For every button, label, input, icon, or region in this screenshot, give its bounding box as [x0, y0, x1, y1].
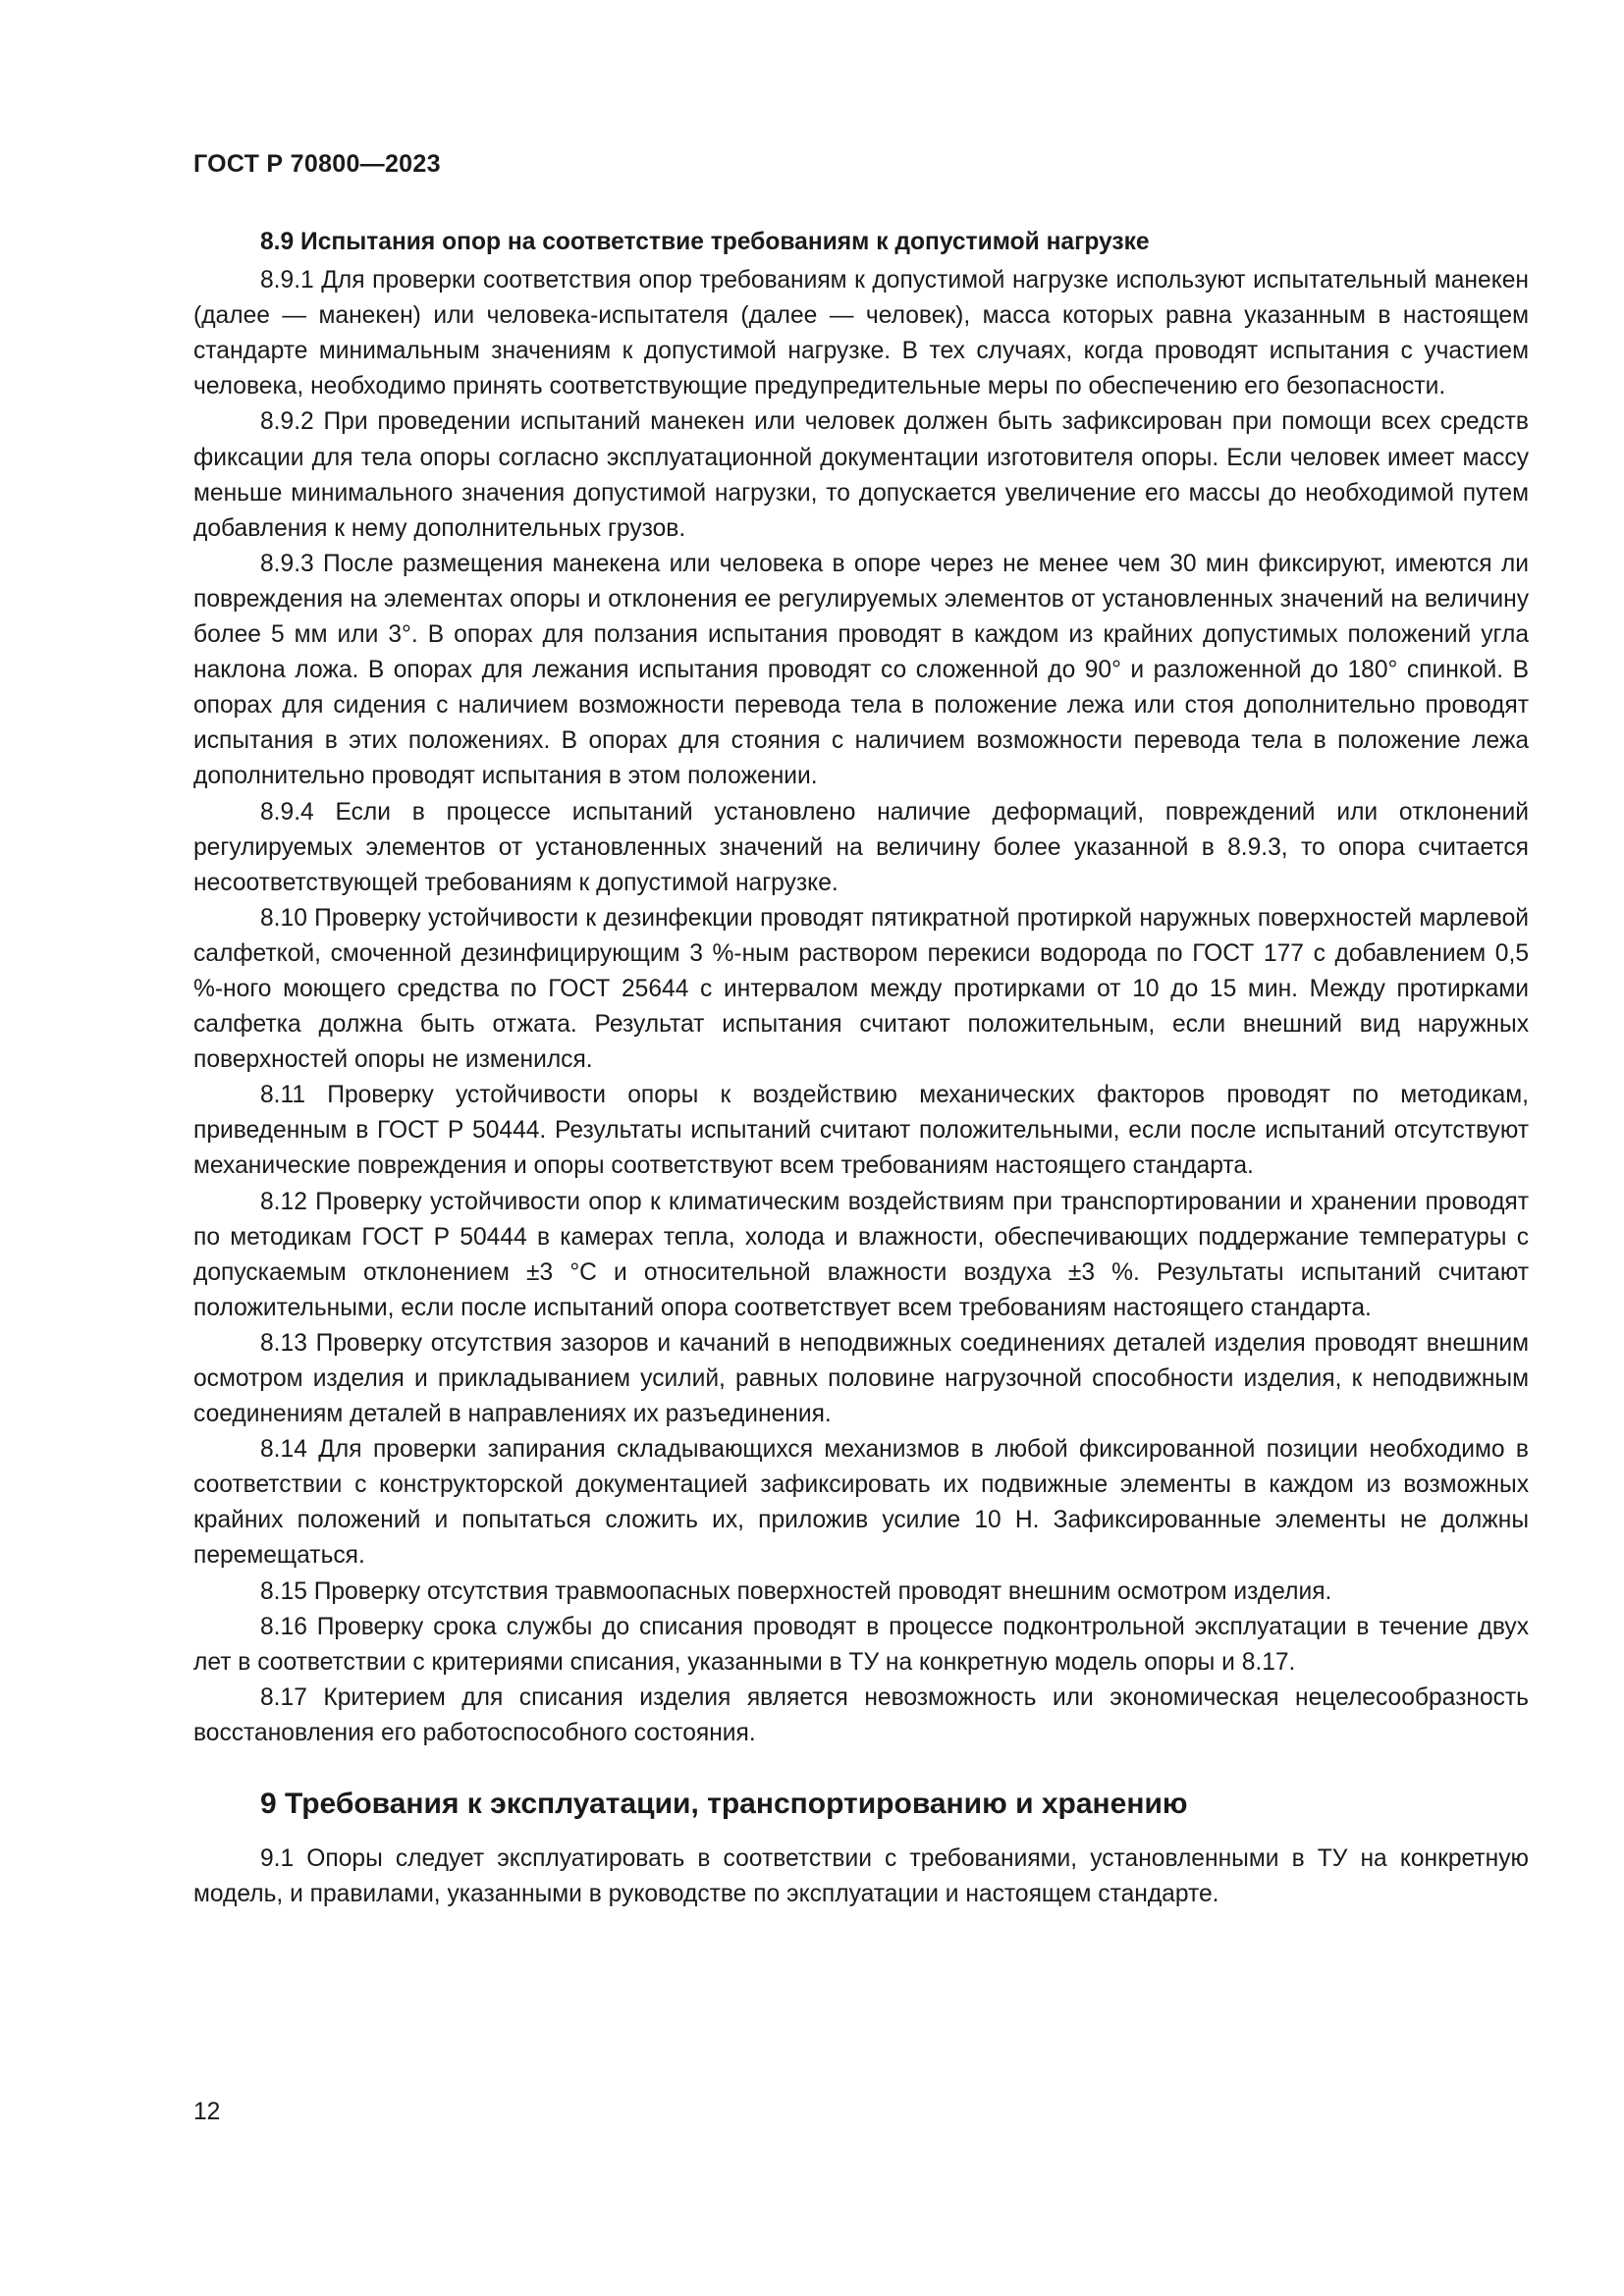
paragraph-9-1: 9.1 Опоры следует эксплуатировать в соответствии с требованиями, установленными в ТУ на конкретную модель, и правилами, указанными в руководстве по эксплуатации и настоящем стандарте. [193, 1845, 1529, 1908]
paragraph-8-16: 8.16 Проверку срока службы до списания проводят в процессе подконтрольной эксплуатации в течение двух лет в соответствии с критериями списания, указанными в ТУ на конкретную модель опоры и 8.17. [193, 1613, 1529, 1676]
document-header: ГОСТ Р 70800—2023 [193, 150, 441, 178]
paragraph-8-9-1: 8.9.1 Для проверки соответствия опор требованиям к допустимой нагрузке используют испытательный манекен (далее — манекен) или человека-испытателя (далее — человек), масса которых равна указанным в настоящем стандарте минимальным значениям к допустимой нагрузке. В тех случаях, когда проводят испытания с участием человека, необходимо принять соответствующие предупредительные меры по обеспечению его безопасности. [193, 267, 1529, 400]
paragraph-8-12: 8.12 Проверку устойчивости опор к климатическим воздействиям при транспортировании и хранении проводят по методикам ГОСТ Р 50444 в камерах тепла, холода и влажности, обеспечивающих поддержание температуры с допускаемым отклонением ±3 °С и относительной влажности воздуха ±3 %. Результаты испытаний считают положительными, если после испытаний опора соответствует всем требованиям настоящего стандарта. [193, 1188, 1529, 1321]
section-heading-9: 9 Требования к эксплуатации, транспортированию и хранению [260, 1788, 1188, 1821]
paragraph-8-9-2: 8.9.2 При проведении испытаний манекен или человек должен быть зафиксирован при помощи всех средств фиксации для тела опоры согласно эксплуатационной документации изготовителя опоры. Если человек имеет массу меньше минимального значения допустимой нагрузки, то допускается увеличение его массы до необходимой путем добавления к нему дополнительных грузов. [193, 408, 1529, 542]
paragraph-8-15: 8.15 Проверку отсутствия травмоопасных поверхностей проводят внешним осмотром изделия. [260, 1577, 1332, 1605]
section-heading-8-9: 8.9 Испытания опор на соответствие требованиям к допустимой нагрузке [260, 229, 1150, 255]
page-number: 12 [193, 2099, 221, 2125]
paragraph-8-11: 8.11 Проверку устойчивости опоры к воздействию механических факторов проводят по методикам, приведенным в ГОСТ Р 50444. Результаты испытаний считают положительными, если после испытаний отсутствуют механические повреждения и опоры соответствуют всем требованиям настоящего стандарта. [193, 1082, 1529, 1180]
paragraph-8-13: 8.13 Проверку отсутствия зазоров и качаний в неподвижных соединениях деталей изделия проводят внешним осмотром изделия и прикладыванием усилий, равных половине нагрузочной способности изделия, к неподвижным соединениям деталей в направлениях их разъединения. [193, 1329, 1529, 1428]
document-body [193, 225, 1529, 1912]
paragraph-8-9-4: 8.9.4 Если в процессе испытаний установлено наличие деформаций, повреждений или отклонений регулируемых элементов от установленных значений на величину более указанной в 8.9.3, то опора считается несоответствующей требованиям к допустимой нагрузке. [193, 798, 1529, 896]
paragraph-8-10: 8.10 Проверку устойчивости к дезинфекции проводят пятикратной протиркой наружных поверхностей марлевой салфеткой, смоченной дезинфицирующим 3 %-ным раствором перекиси водорода по ГОСТ 177 с добавлением 0,5 %-ного моющего средства по ГОСТ 25644 с интервалом между протирками от 10 до 15 мин. Между протирками салфетка должна быть отжата. Результат испытания считают положительным, если внешний вид наружных поверхностей опоры не изменился. [193, 904, 1529, 1074]
paragraph-8-14: 8.14 Для проверки запирания складывающихся механизмов в любой фиксированной позиции необходимо в соответствии с конструкторской документацией зафиксировать их подвижные элементы в каждом из возможных крайних положений и попытаться сложить их, приложив усилие 10 Н. Зафиксированные элементы не должны перемещаться. [193, 1436, 1529, 1570]
paragraph-8-9-3: 8.9.3 После размещения манекена или человека в опоре через не менее чем 30 мин фиксируют, имеются ли повреждения на элементах опоры и отклонения ее регулируемых элементов от установленных значений на величину более 5 мм или 3°. В опорах для ползания испытания проводят в каждом из крайних допустимых положений угла наклона ложа. В опорах для лежания испытания проводят со сложенной до 90° и разложенной до 180° спинкой. В опорах для сидения с наличием возможности перевода тела в положение лежа или стоя дополнительно проводят испытания в этих положениях. В опорах для стояния с наличием возможности перевода тела в положение лежа дополнительно проводят испытания в этом положении. [193, 550, 1529, 790]
paragraph-8-17: 8.17 Критерием для списания изделия является невозможность или экономическая нецелесообразность восстановления его работоспособного состояния. [193, 1683, 1529, 1746]
